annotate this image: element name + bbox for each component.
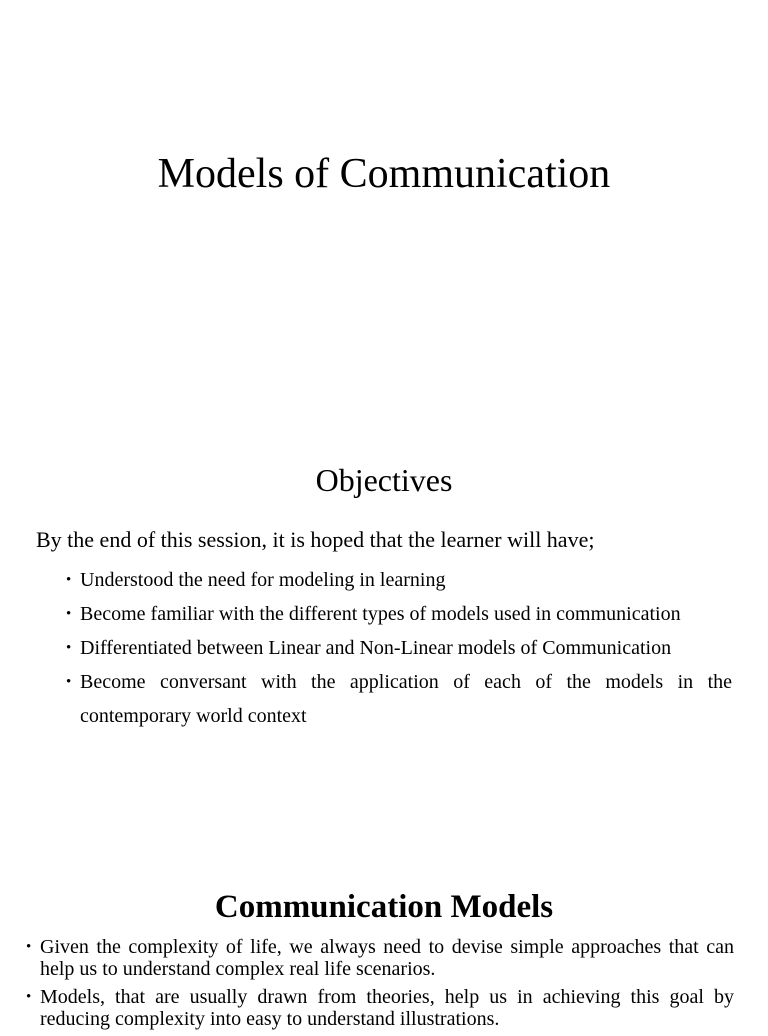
objective-item: • Become conversant with the application of each of the models in the contemporary world context (66, 665, 732, 733)
objective-item: • Understood the need for modeling in learning (66, 563, 732, 597)
objectives-heading: Objectives (315, 462, 453, 498)
models-bullet-item: • Given the complexity of life, we always need to devise simple approaches that can help us to understand complex real life scenarios. (26, 936, 734, 980)
models-bullet-item: • Models, that are usually drawn from theories, help us in achieving this goal by reducing complexity into easy to understand illustrations. (26, 986, 734, 1030)
objectives-intro: By the end of this session, it is hoped that the learner will have; (36, 527, 595, 552)
objective-item: • Become familiar with the different types of models used in communication (66, 597, 732, 631)
objectives-slide (0, 440, 768, 830)
communication-models-slide (0, 870, 768, 1030)
slide-title: Models of Communication (157, 151, 611, 197)
title-slide (0, 0, 768, 400)
communication-models-heading: Communication Models (214, 889, 554, 925)
objective-item: • Differentiated between Linear and Non-Linear models of Communication (66, 631, 732, 665)
communication-models-list (26, 936, 734, 1036)
objectives-list (66, 563, 732, 733)
